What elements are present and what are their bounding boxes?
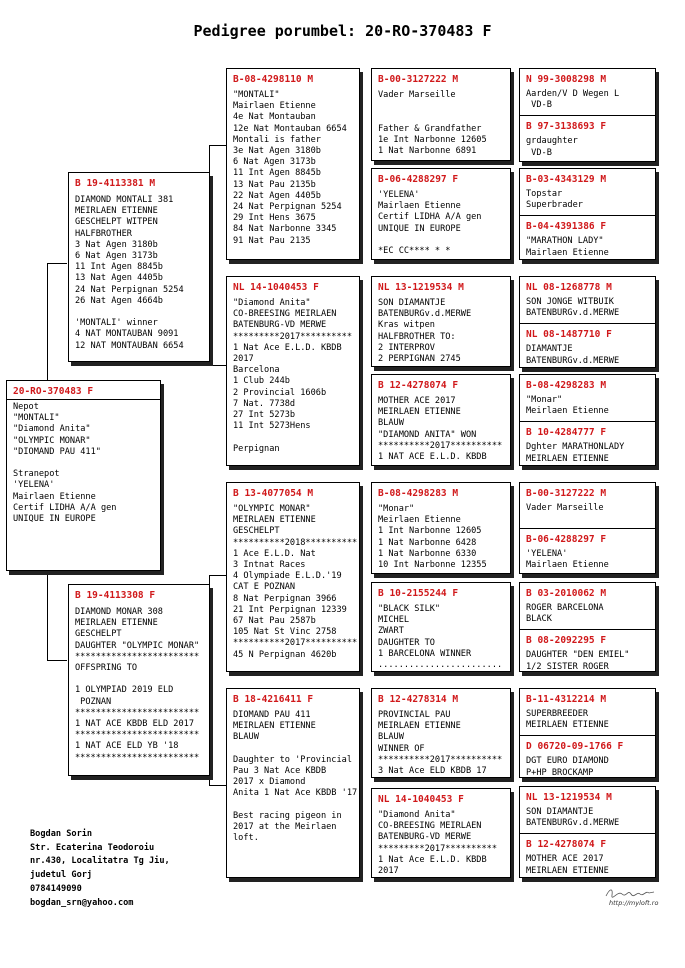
pedigree-card-g4-8 bbox=[519, 786, 656, 878]
pedigree-card-ssd bbox=[371, 168, 511, 260]
connector bbox=[47, 660, 67, 661]
card-text: "BLACK SILK" MICHEL ZWART DAUGHTER TO 1 BARCELONA WINNER ........................ bbox=[378, 604, 503, 671]
pedigree-card-dss bbox=[371, 482, 511, 574]
ring-number: B 12-4278314 M bbox=[378, 694, 459, 705]
card-text: Vader Marseille Father & Grandfather 1e Int Narbonne 12605 1 Nat Narbonne 6891 bbox=[378, 90, 487, 157]
card-text: 'YELENA' Mairlaen Etienne Certif LIDHA A/A gen UNIQUE IN EUROPE *EC CC**** * * bbox=[378, 190, 482, 257]
ring-number: B 12-4278074 F bbox=[526, 839, 607, 851]
pedigree-card-g4-2 bbox=[519, 168, 656, 260]
ring-number: NL 14-1040453 F bbox=[233, 282, 319, 293]
ring-number: D 06720-09-1766 F bbox=[526, 741, 624, 753]
ring-number: B-06-4288297 F bbox=[526, 534, 607, 546]
signature-icon bbox=[604, 886, 656, 900]
page-title: Pedigree porumbel: 20-RO-370483 F bbox=[193, 22, 492, 40]
card-text: grdaughter VD-B bbox=[526, 136, 578, 158]
pedigree-card-subject bbox=[6, 380, 161, 571]
ring-number: B 10-2155244 F bbox=[378, 588, 459, 599]
ring-number: B 19-4113308 F bbox=[75, 590, 156, 601]
pedigree-card-dam-sire bbox=[226, 482, 360, 672]
card-text: Aarden/V D Wegen L VD-B bbox=[526, 89, 620, 111]
card-text: DIAMOND MONAR 308 MEIRLAEN ETIENNE GESCHELPT DAUGHTER "OLYMPIC MONAR" ************************ OFFSPRING TO 1 OLYMPIAD 2019 ELD POZNAN ************************ 1 NAT ACE KBDB ELD 2017 ************************ 1 NAT ACE ELD YB '18 ************************ bbox=[75, 607, 200, 763]
card-text: 'YELENA' Mairlaen Etienne bbox=[526, 549, 609, 571]
card-text: SON JONGE WITBUIK BATENBURGv.d.MERWE bbox=[526, 297, 620, 319]
ring-number: B 12-4278074 F bbox=[378, 380, 459, 391]
card-text: "Monar" Meirlaen Etienne 1 Int Narbonne 12605 1 Nat Narbonne 6428 1 Nat Narbonne 6330 10 Int Narbonne 12355 bbox=[378, 504, 487, 571]
pedigree-card-sire-dam bbox=[226, 276, 360, 466]
ring-number: B-04-4391386 F bbox=[526, 221, 607, 233]
card-text: "MARATHON LADY" Mairlaen Etienne bbox=[526, 236, 609, 258]
ring-number: B 03-2010062 M bbox=[526, 588, 607, 599]
ring-number: B 10-4284777 F bbox=[526, 427, 607, 439]
pedigree-card-sds bbox=[371, 276, 511, 367]
card-text: SON DIAMANTJE BATENBURGv.d.MERWE Kras witpen HALFBROTHER TO: 2 INTERPROV 2 PERPIGNAN 2745 bbox=[378, 298, 472, 365]
pedigree-card-dsd bbox=[371, 582, 511, 672]
card-text: MOTHER ACE 2017 MEIRLAEN ETIENNE bbox=[526, 854, 609, 876]
card-text: DIAMOND MONTALI 381 MEIRLAEN ETIENNE GESCHELPT WITPEN HALFBROTHER 3 Nat Agen 3180b 6 Nat Agen 3173b 11 Int Agen 8845b 13 Nat Agen 4405b 24 Nat Perpignan 5254 26 Nat Agen 4664b 'MONTALI' winner 4 NAT MONTAUBAN 9091 12 NAT MONTAUBAN 6654 bbox=[75, 195, 184, 351]
pedigree-card-g4-5 bbox=[519, 482, 656, 574]
connector bbox=[209, 785, 226, 786]
card-text: SUPERBREEDER MEIRLAEN ETIENNE bbox=[526, 709, 609, 731]
ring-number: B 13-4077054 M bbox=[233, 488, 314, 499]
ring-number: B 08-2092295 F bbox=[526, 635, 607, 647]
ring-number: N 99-3008298 M bbox=[526, 74, 607, 85]
card-text: PROVINCIAL PAU MEIRLAEN ETIENNE BLAUW WINNER OF **********2017********** 3 Nat Ace ELD KBDB 17 bbox=[378, 710, 503, 777]
card-text: DIAMANTJE BATENBURGv.d.MERWE bbox=[526, 344, 620, 366]
pedigree-card-ddd bbox=[371, 788, 511, 878]
card-text: DIOMAND PAU 411 MEIRLAEN ETIENNE BLAUW Daughter to 'Provincial Pau 3 Nat Ace KBDB 2017 x Diamond Anita 1 Nat Ace KBDB '17 Best racing pigeon in 2017 at the Meirlaen loft. bbox=[233, 710, 358, 844]
pedigree-card-sire-sire bbox=[226, 68, 360, 260]
connector bbox=[47, 263, 48, 381]
card-text: "MONTALI" Mairlaen Etienne 4e Nat Montauban 12e Nat Montauban 6654 Montali is father 3e Nat Agen 3180b 6 Nat Agen 3173b 11 Int Agen 8845b 13 Nat Pau 2135b 22 Nat Agen 4405b 24 Nat Perpignan 5254 29 Int Hens 3675 84 Nat Narbonne 3345 91 Nat Pau 2135 bbox=[233, 90, 347, 246]
card-text: MOTHER ACE 2017 MEIRLAEN ETIENNE BLAUW "DIAMOND ANITA" WON **********2017********** 1 NAT ACE E.L.D. KBDB bbox=[378, 396, 503, 463]
card-text: Topstar Superbrader bbox=[526, 189, 583, 211]
card-text: "OLYMPIC MONAR" MEIRLAEN ETIENNE GESCHELPT **********2018********** 1 Ace E.L.D. Nat 3 Intnat Races 4 Olympiade E.L.D.'19 CAT E POZNAN 8 Nat Perpignan 3966 21 Int Perpignan 12339 67 Nat Pau 2587b 105 Nat St Vinc 2758 **********2017********** 45 N Perpignan 4620b bbox=[233, 504, 358, 660]
ring-number: NL 14-1040453 F bbox=[378, 794, 464, 805]
pedigree-card-g4-4 bbox=[519, 374, 656, 466]
ring-number: NL 13-1219534 M bbox=[526, 792, 612, 803]
ring-number: B-08-4298283 M bbox=[526, 380, 607, 391]
pedigree-card-g4-6 bbox=[519, 582, 656, 672]
card-text: DAUGHTER "DEN EMIEL" 1/2 SISTER ROGER bbox=[526, 650, 630, 672]
ring-number: B-00-3127222 M bbox=[378, 74, 459, 85]
ring-number: B-08-4298110 M bbox=[233, 74, 314, 85]
connector bbox=[209, 365, 226, 366]
card-text: "Diamond Anita" CO-BREESING MEIRLAEN BATENBURG-VD MERWE *********2017********** 1 Nat Ace E.L.D. KBDB 2017 bbox=[378, 810, 497, 877]
connector bbox=[47, 263, 67, 264]
card-text: Vader Marseille bbox=[526, 503, 604, 513]
pedigree-card-sss bbox=[371, 68, 511, 161]
connector bbox=[209, 145, 226, 146]
card-text: "Monar" Meirlaen Etienne bbox=[526, 395, 609, 417]
card-text: Dghter MARATHONLADY MEIRLAEN ETIENNE bbox=[526, 442, 625, 464]
connector bbox=[47, 570, 48, 660]
pedigree-card-dam bbox=[68, 584, 210, 776]
card-text: Nepot "MONTALI" "Diamond Anita" "OLYMPIC MONAR" "DIOMAND PAU 411" Stranepot 'YELENA' Mairlaen Etienne Certif LIDHA A/A gen UNIQUE IN EUROPE bbox=[13, 402, 117, 525]
ring-number: B 18-4216411 F bbox=[233, 694, 314, 705]
ring-number: B-03-4343129 M bbox=[526, 174, 607, 185]
pedigree-card-g4-7 bbox=[519, 688, 656, 778]
pedigree-card-dam-dam bbox=[226, 688, 360, 878]
ring-number: B 19-4113381 M bbox=[75, 178, 156, 189]
footer-url: http://myloft.ro bbox=[609, 899, 659, 907]
connector bbox=[209, 575, 226, 576]
ring-number: B-00-3127222 M bbox=[526, 488, 607, 499]
pedigree-card-g4-1 bbox=[519, 68, 656, 162]
card-text: SON DIAMANTJE BATENBURGv.d.MERWE bbox=[526, 807, 620, 829]
ring-number: NL 08-1268778 M bbox=[526, 282, 612, 293]
ring-number: B-11-4312214 M bbox=[526, 694, 607, 705]
pedigree-card-dds bbox=[371, 688, 511, 778]
ring-number: 20-RO-370483 F bbox=[13, 386, 94, 397]
card-text: DGT EURO DIAMOND P+HP BROCKAMP bbox=[526, 756, 609, 778]
card-text: ROGER BARCELONA BLACK bbox=[526, 603, 604, 625]
card-text: "Diamond Anita" CO-BREESING MEIRLAEN BATENBURG-VD MERWE *********2017********** 1 Nat Ace E.L.D. KBDB 2017 Barcelona 1 Club 244b 2 Provincial 1606b 7 Nat. 7738d 27 Int 5273b 11 Int 5273Hens Perpignan bbox=[233, 298, 352, 454]
ring-number: B 97-3138693 F bbox=[526, 121, 607, 133]
pedigree-card-sire bbox=[68, 172, 210, 362]
ring-number: B-08-4298283 M bbox=[378, 488, 459, 499]
ring-number: B-06-4288297 F bbox=[378, 174, 459, 185]
owner-contact: Bogdan Sorin Str. Ecaterina Teodoroiu nr.430, Localitatra Tg Jiu, judetul Gorj 0784149090 bogdan_srn@yahoo.com bbox=[30, 829, 170, 908]
pedigree-card-g4-3 bbox=[519, 276, 656, 368]
pedigree-card-sdd bbox=[371, 374, 511, 466]
ring-number: NL 13-1219534 M bbox=[378, 282, 464, 293]
ring-number: NL 08-1487710 F bbox=[526, 329, 612, 341]
